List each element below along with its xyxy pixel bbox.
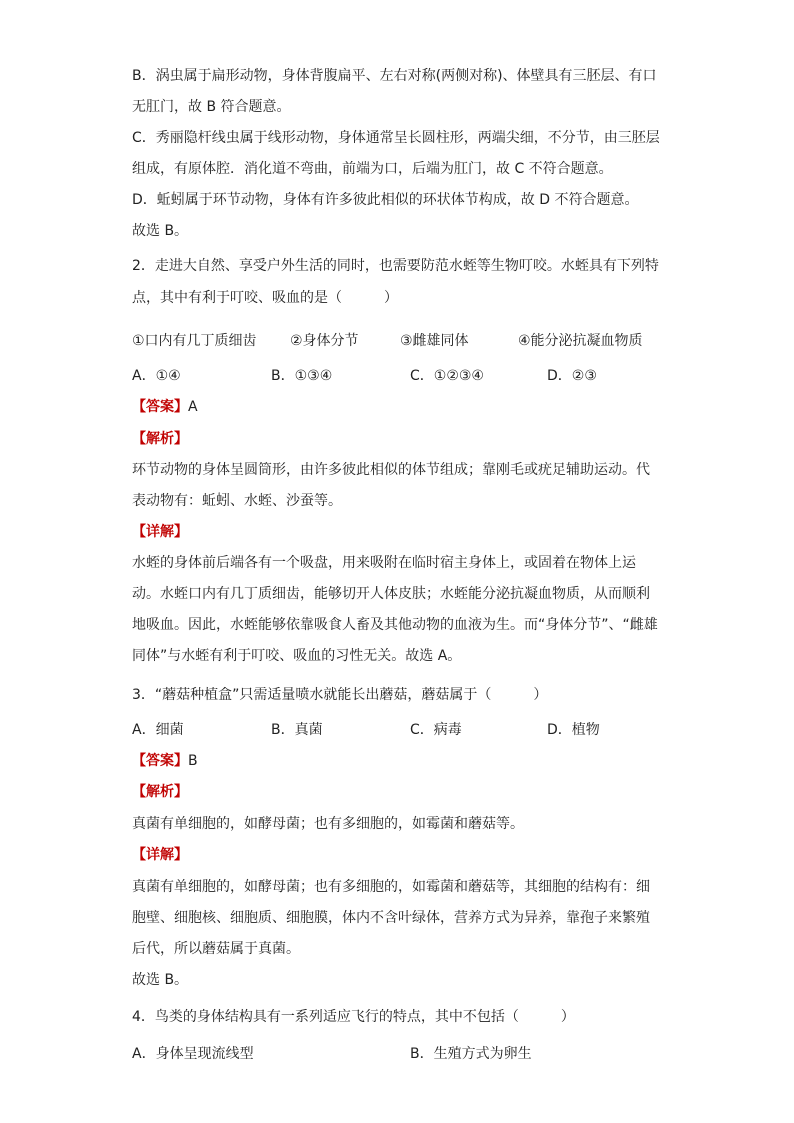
- q1-option-d-line1: D．蚯蚓属于环节动物，身体有许多彼此相似的环状体节构成，故 D 不符合题意。: [132, 192, 639, 208]
- q3-option-b: B．真菌: [271, 722, 323, 738]
- q2-option-d: D．②③: [547, 368, 597, 384]
- q3-detail-line2: 胞壁、细胞核、细胞质、细胞膜，体内不含叶绿体，营养方式为异养，靠孢子来繁殖: [132, 910, 650, 926]
- q3-analysis-line1: 真菌有单细胞的，如酵母菌；也有多细胞的，如霉菌和蘑菇等。: [132, 816, 524, 832]
- q2-option-c: C．①②③④: [410, 368, 484, 384]
- q4-stem: 4．鸟类的身体结构具有一系列适应飞行的特点，其中不包括（ ）: [132, 1009, 575, 1025]
- q1-option-b-line1: B．涡虫属于扁形动物，身体背腹扁平、左右对称(两侧对称)、体壁具有三胚层、有口: [132, 68, 657, 84]
- q2-option-a: A．①④: [132, 368, 181, 384]
- q3-conclusion: 故选 B。: [132, 972, 189, 988]
- q2-feature-1: ①口内有几丁质细齿: [132, 333, 257, 349]
- q2-answer: [132, 397, 198, 417]
- q2-detail-tag: 【详解】: [132, 524, 188, 540]
- q4-option-a: A．身体呈现流线型: [132, 1046, 254, 1062]
- answer-tag: 【答案】: [132, 399, 188, 415]
- q2-detail-line3: 地吸血。因此，水蛭能够依靠吸食人畜及其他动物的血液为生。而“身体分节”、“雌雄: [132, 617, 658, 633]
- q3-option-a: A．细菌: [132, 722, 184, 738]
- q2-analysis-line2: 表动物有：蚯蚓、水蛭、沙蚕等。: [132, 493, 342, 509]
- q2-detail-line4: 同体”与水蛭有利于叮咬、吸血的习性无关。故选 A。: [132, 648, 462, 664]
- q4-option-b: B．生殖方式为卵生: [410, 1046, 532, 1062]
- q2-feature-2: ②身体分节: [290, 333, 359, 349]
- q3-analysis-tag: 【解析】: [132, 784, 188, 800]
- q2-stem-line2: 点，其中有利于叮咬、吸血的是（ ）: [132, 290, 398, 306]
- q2-analysis-line1: 环节动物的身体呈圆筒形，由许多彼此相似的体节组成；靠刚毛或疣足辅助运动。代: [132, 462, 650, 478]
- q3-option-c: C．病毒: [410, 722, 462, 738]
- q2-detail-line1: 水蛭的身体前后端各有一个吸盘，用来吸附在临时宿主身体上，或固着在物体上运: [132, 555, 636, 571]
- q3-option-d: D．植物: [547, 722, 600, 738]
- q3-answer: [132, 751, 198, 771]
- q1-option-c-line1: C．秀丽隐杆线虫属于线形动物，身体通常呈长圆柱形，两端尖细，不分节，由三胚层: [132, 130, 660, 146]
- q2-stem-line1: 2．走进大自然、享受户外生活的同时，也需要防范水蛭等生物叮咬。水蛭具有下列特: [132, 258, 659, 274]
- q2-option-b: B．①③④: [271, 368, 333, 384]
- q1-option-b-line2: 无肛门，故 B 符合题意。: [132, 99, 291, 115]
- q1-conclusion: 故选 B。: [132, 223, 189, 239]
- q1-option-c-line2: 组成，有原体腔．消化道不弯曲，前端为口，后端为肛门，故 C 不符合题意。: [132, 161, 613, 177]
- q3-stem: 3．“蘑菇种植盒”只需适量喷水就能长出蘑菇，蘑菇属于（ ）: [132, 687, 548, 703]
- q2-feature-4: ④能分泌抗凝血物质: [518, 333, 643, 349]
- q2-feature-3: ③雌雄同体: [400, 333, 469, 349]
- answer-value: B: [188, 753, 198, 769]
- q2-analysis-tag: 【解析】: [132, 431, 188, 447]
- q2-detail-line2: 动。水蛭口内有几丁质细齿，能够切开人体皮肤；水蛭能分泌抗凝血物质，从而顺利: [132, 586, 650, 602]
- answer-value: A: [188, 399, 198, 415]
- q3-detail-line3: 后代，所以蘑菇属于真菌。: [132, 941, 300, 957]
- q3-detail-line1: 真菌有单细胞的，如酵母菌；也有多细胞的，如霉菌和蘑菇等，其细胞的结构有：细: [132, 879, 650, 895]
- answer-tag: 【答案】: [132, 753, 188, 769]
- q3-detail-tag: 【详解】: [132, 847, 188, 863]
